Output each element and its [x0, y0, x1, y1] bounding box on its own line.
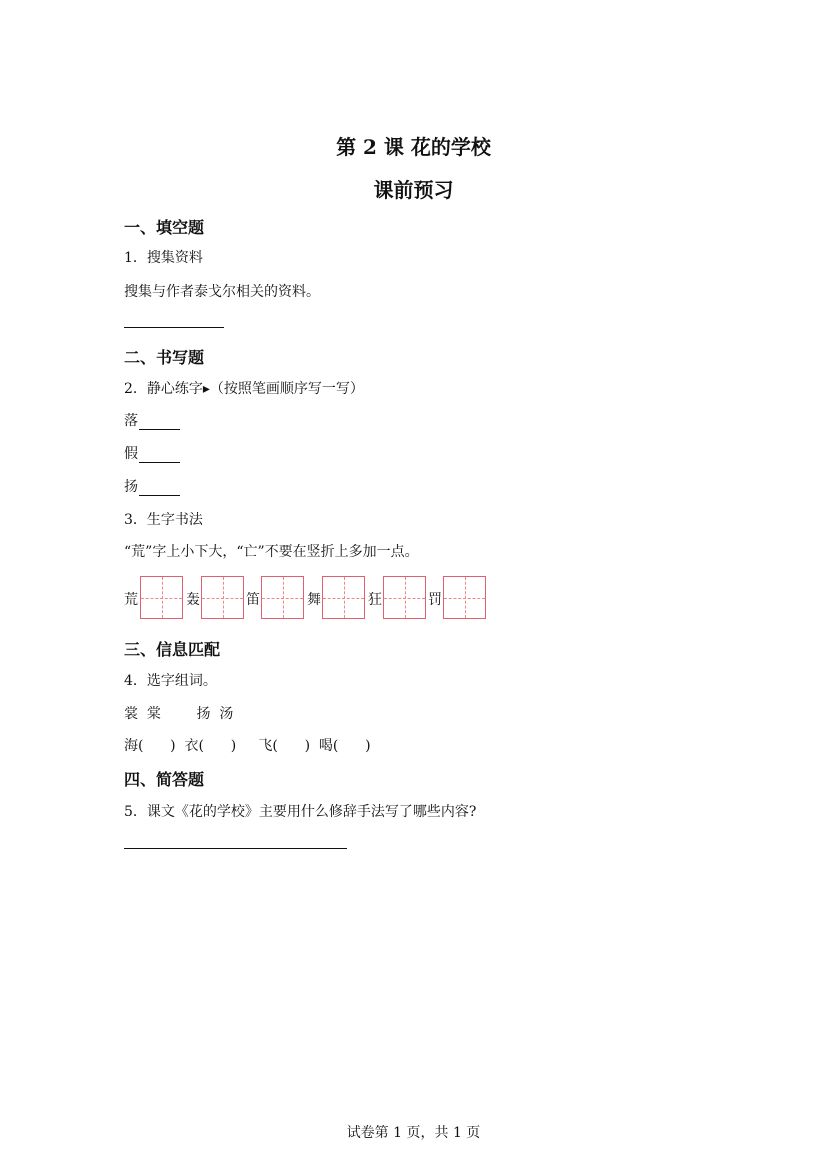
practice-char: 落 — [124, 413, 138, 429]
answer-line-1[interactable] — [124, 327, 224, 328]
question-3-text: “荒”字上小下大，“亡”不要在竖折上多加一点。 — [124, 544, 419, 560]
tian-grid-box[interactable] — [261, 576, 304, 619]
practice-blank[interactable] — [139, 479, 180, 496]
answer-line-5[interactable] — [124, 848, 347, 849]
page-footer: 试卷第 1 页，共 1 页 — [346, 1125, 481, 1141]
question-4-options: 裳 棠 扬 汤 — [124, 706, 234, 722]
question-4-blanks[interactable]: 海( ) 衣( ) 飞( ) 喝( ) — [124, 738, 371, 754]
grid-char: 罚 — [428, 592, 442, 608]
practice-row-2 — [124, 443, 180, 463]
tian-grid-box[interactable] — [322, 576, 365, 619]
practice-blank[interactable] — [139, 446, 180, 463]
question-1-title: 1．搜集资料 — [124, 250, 203, 266]
grid-char: 轰 — [186, 592, 200, 608]
practice-char: 扬 — [124, 479, 138, 495]
section-heading-writing: 二、书写题 — [124, 348, 205, 367]
page-title: 第 2 课 花的学校 — [336, 135, 491, 159]
practice-row-1 — [124, 410, 180, 430]
question-5-title: 5．课文《花的学校》主要用什么修辞手法写了哪些内容? — [124, 804, 477, 820]
grid-char: 狂 — [368, 592, 382, 608]
section-heading-short-answer: 四、简答题 — [124, 770, 205, 789]
grid-char: 笛 — [246, 592, 260, 608]
practice-blank[interactable] — [139, 413, 180, 430]
page-subtitle: 课前预习 — [373, 178, 454, 202]
question-3-title: 3．生字书法 — [124, 512, 203, 528]
section-heading-matching: 三、信息匹配 — [124, 640, 221, 659]
grid-char: 舞 — [307, 592, 321, 608]
question-2-title: 2．静心练字▸（按照笔画顺序写一写） — [124, 381, 364, 397]
grid-char: 荒 — [124, 592, 138, 608]
tian-grid-box[interactable] — [383, 576, 426, 619]
tian-grid-box[interactable] — [443, 576, 486, 619]
practice-char: 假 — [124, 446, 138, 462]
tian-grid-box[interactable] — [201, 576, 244, 619]
section-heading-fill-in: 一、填空题 — [124, 218, 205, 237]
question-1-text: 搜集与作者泰戈尔相关的资料。 — [124, 284, 320, 300]
practice-row-3 — [124, 476, 180, 496]
question-4-title: 4．选字组词。 — [124, 673, 217, 689]
tian-grid-box[interactable] — [140, 576, 183, 619]
